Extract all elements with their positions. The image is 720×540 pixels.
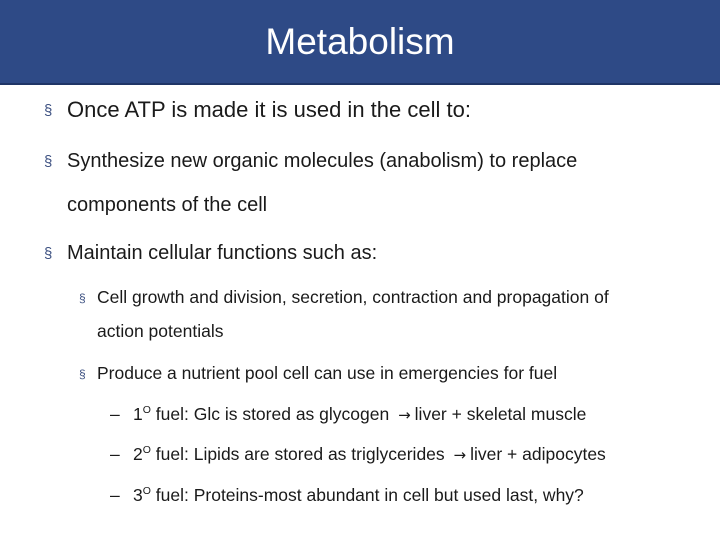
fuel-superscript: O	[142, 444, 151, 457]
fuel-item-tertiary	[110, 484, 584, 506]
bullet-synthesize	[44, 148, 578, 174]
square-bullet-icon: §	[44, 102, 53, 119]
bullet-text: Maintain cellular functions such as:	[67, 242, 378, 264]
subbullet-cell-growth	[79, 286, 609, 308]
bullet-maintain	[44, 240, 378, 266]
title-bar	[0, 0, 720, 85]
bullet-text: Synthesize new organic molecules (anabolism) to replace	[67, 150, 578, 172]
bullet-atp-usage	[44, 97, 471, 123]
square-bullet-icon: §	[79, 291, 86, 305]
arrow-right-icon: →	[453, 446, 467, 464]
fuel-destination: liver + skeletal muscle	[414, 404, 587, 424]
fuel-superscript: O	[142, 485, 151, 498]
dash-bullet: –	[110, 404, 120, 424]
fuel-number: 3	[133, 485, 143, 505]
subbullet-cell-growth-cont	[97, 320, 223, 342]
bullet-text: Once ATP is made it is used in the cell to:	[67, 97, 471, 122]
square-bullet-icon: §	[79, 367, 86, 381]
subbullet-text: Cell growth and division, secretion, contraction and propagation of	[97, 287, 609, 307]
bullet-synthesize-cont	[67, 192, 267, 218]
dash-bullet: –	[110, 444, 120, 464]
slide-title: Metabolism	[265, 21, 455, 62]
square-bullet-icon: §	[44, 245, 53, 262]
fuel-text: fuel: Glc is stored as glycogen	[150, 404, 390, 424]
fuel-item-secondary	[110, 443, 606, 466]
subbullet-nutrient-pool	[79, 362, 558, 384]
dash-bullet: –	[110, 485, 120, 505]
square-bullet-icon: §	[44, 153, 53, 170]
arrow-right-icon: →	[398, 406, 411, 424]
bullet-text: components of the cell	[67, 194, 268, 216]
fuel-number: 2	[133, 444, 143, 464]
subbullet-text: Produce a nutrient pool cell can use in emergencies for fuel	[97, 363, 558, 383]
fuel-superscript: O	[142, 404, 151, 417]
subbullet-text: action potentials	[97, 321, 224, 341]
fuel-destination: liver + adipocytes	[470, 444, 606, 464]
fuel-text: fuel: Lipids are stored as triglycerides	[150, 444, 445, 464]
fuel-item-primary	[110, 403, 587, 426]
fuel-text: fuel: Proteins-most abundant in cell but used last, why?	[150, 485, 584, 505]
fuel-number: 1	[133, 404, 143, 424]
